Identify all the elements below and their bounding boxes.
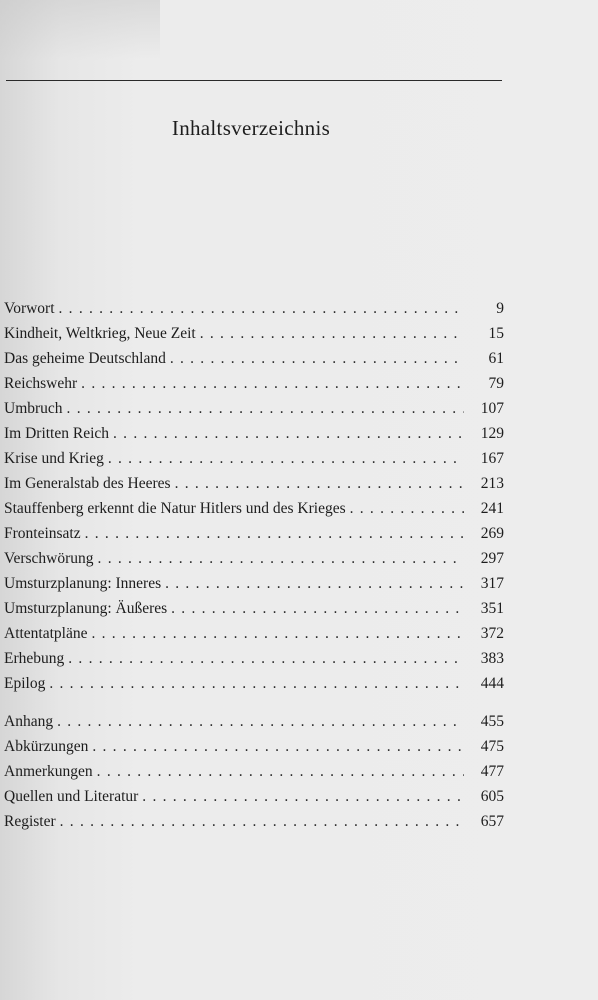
toc-entry-label: Verschwörung — [4, 550, 94, 567]
toc-entry-kindheit — [4, 321, 504, 346]
toc-dot-leader — [92, 734, 464, 759]
toc-entry-dritten-reich — [4, 421, 504, 446]
toc-entry-label: Fronteinsatz — [4, 525, 81, 542]
toc-page-number: 167 — [480, 450, 504, 467]
toc-page-number: 477 — [480, 763, 504, 780]
toc-entry-krise-krieg — [4, 446, 504, 471]
toc-dot-leader — [113, 421, 464, 446]
toc-entry-umsturz-inneres — [4, 571, 504, 596]
toc-page-number: 79 — [488, 375, 504, 392]
toc-page-number: 455 — [480, 713, 504, 730]
toc-page-number: 297 — [480, 550, 504, 567]
toc-dot-leader — [175, 471, 464, 496]
toc-entry-label: Krise und Krieg — [4, 450, 104, 467]
toc-section-gap — [4, 696, 504, 709]
toc-page-number: 213 — [480, 475, 504, 492]
toc-entry-generalstab — [4, 471, 504, 496]
toc-entry-stauffenberg — [4, 496, 504, 521]
toc-entry-label: Anhang — [4, 713, 54, 730]
toc-dot-leader — [142, 784, 464, 809]
toc-dot-leader — [59, 296, 464, 321]
toc-dot-leader — [49, 671, 464, 696]
toc-dot-leader — [200, 321, 464, 346]
toc-entry-label: Im Generalstab des Heeres — [4, 475, 171, 492]
toc-entry-quellen-literatur — [4, 784, 504, 809]
toc-dot-leader — [60, 809, 464, 834]
toc-entry-label: Erhebung — [4, 650, 65, 667]
toc-dot-leader — [108, 446, 464, 471]
toc-page-number: 9 — [496, 300, 504, 317]
toc-page-number: 107 — [480, 400, 504, 417]
table-of-contents — [4, 296, 504, 834]
toc-dot-leader — [67, 396, 464, 421]
toc-dot-leader — [98, 546, 464, 571]
toc-entry-label: Kindheit, Weltkrieg, Neue Zeit — [4, 325, 196, 342]
toc-entry-epilog — [4, 671, 504, 696]
toc-entry-abkuerzungen — [4, 734, 504, 759]
toc-entry-anhang — [4, 709, 504, 734]
header-rule — [6, 80, 502, 81]
toc-entry-label: Epilog — [4, 675, 46, 692]
toc-page-number: 657 — [480, 813, 504, 830]
toc-dot-leader — [68, 646, 464, 671]
toc-page-number: 444 — [480, 675, 504, 692]
toc-page-number: 61 — [488, 350, 504, 367]
toc-entry-label: Attentatpläne — [4, 625, 88, 642]
toc-entry-label: Register — [4, 813, 56, 830]
page-shadow — [0, 0, 160, 60]
toc-entry-anmerkungen — [4, 759, 504, 784]
toc-page-number: 129 — [480, 425, 504, 442]
toc-entry-label: Umbruch — [4, 400, 63, 417]
toc-entry-label: Abkürzungen — [4, 738, 89, 755]
toc-entry-reichswehr — [4, 371, 504, 396]
toc-dot-leader — [171, 596, 464, 621]
toc-page-number: 351 — [480, 600, 504, 617]
toc-page-number: 269 — [480, 525, 504, 542]
toc-entry-label: Anmerkungen — [4, 763, 93, 780]
toc-entry-fronteinsatz — [4, 521, 504, 546]
toc-page-number: 372 — [480, 625, 504, 642]
toc-page-number: 15 — [488, 325, 504, 342]
page-title: Inhaltsverzeichnis — [171, 116, 331, 140]
toc-dot-leader — [350, 496, 464, 521]
toc-entry-geheime-deutschland — [4, 346, 504, 371]
toc-entry-label: Stauffenberg erkennt die Natur Hitlers und des Krieges — [4, 500, 346, 517]
toc-page-number: 475 — [480, 738, 504, 755]
toc-page-number: 605 — [480, 788, 504, 805]
toc-entry-label: Das geheime Deutschland — [4, 350, 166, 367]
toc-dot-leader — [81, 371, 464, 396]
toc-entry-register — [4, 809, 504, 834]
toc-entry-label: Umsturzplanung: Inneres — [4, 575, 162, 592]
toc-entry-attentatplaene — [4, 621, 504, 646]
toc-entry-label: Reichswehr — [4, 375, 78, 392]
toc-entry-label: Im Dritten Reich — [4, 425, 110, 442]
toc-entry-label: Quellen und Literatur — [4, 788, 139, 805]
toc-entry-label: Vorwort — [4, 300, 55, 317]
toc-entry-vorwort — [4, 296, 504, 321]
toc-dot-leader — [85, 521, 464, 546]
toc-dot-leader — [165, 571, 464, 596]
toc-page-number: 241 — [480, 500, 504, 517]
toc-entry-verschwoerung — [4, 546, 504, 571]
toc-dot-leader — [92, 621, 465, 646]
toc-dot-leader — [57, 709, 464, 734]
toc-dot-leader — [170, 346, 464, 371]
toc-entry-umbruch — [4, 396, 504, 421]
toc-entry-label: Umsturzplanung: Äußeres — [4, 600, 168, 617]
toc-page-number: 383 — [480, 650, 504, 667]
toc-entry-umsturz-aeusseres — [4, 596, 504, 621]
toc-dot-leader — [97, 759, 464, 784]
toc-entry-erhebung — [4, 646, 504, 671]
toc-page-number: 317 — [480, 575, 504, 592]
